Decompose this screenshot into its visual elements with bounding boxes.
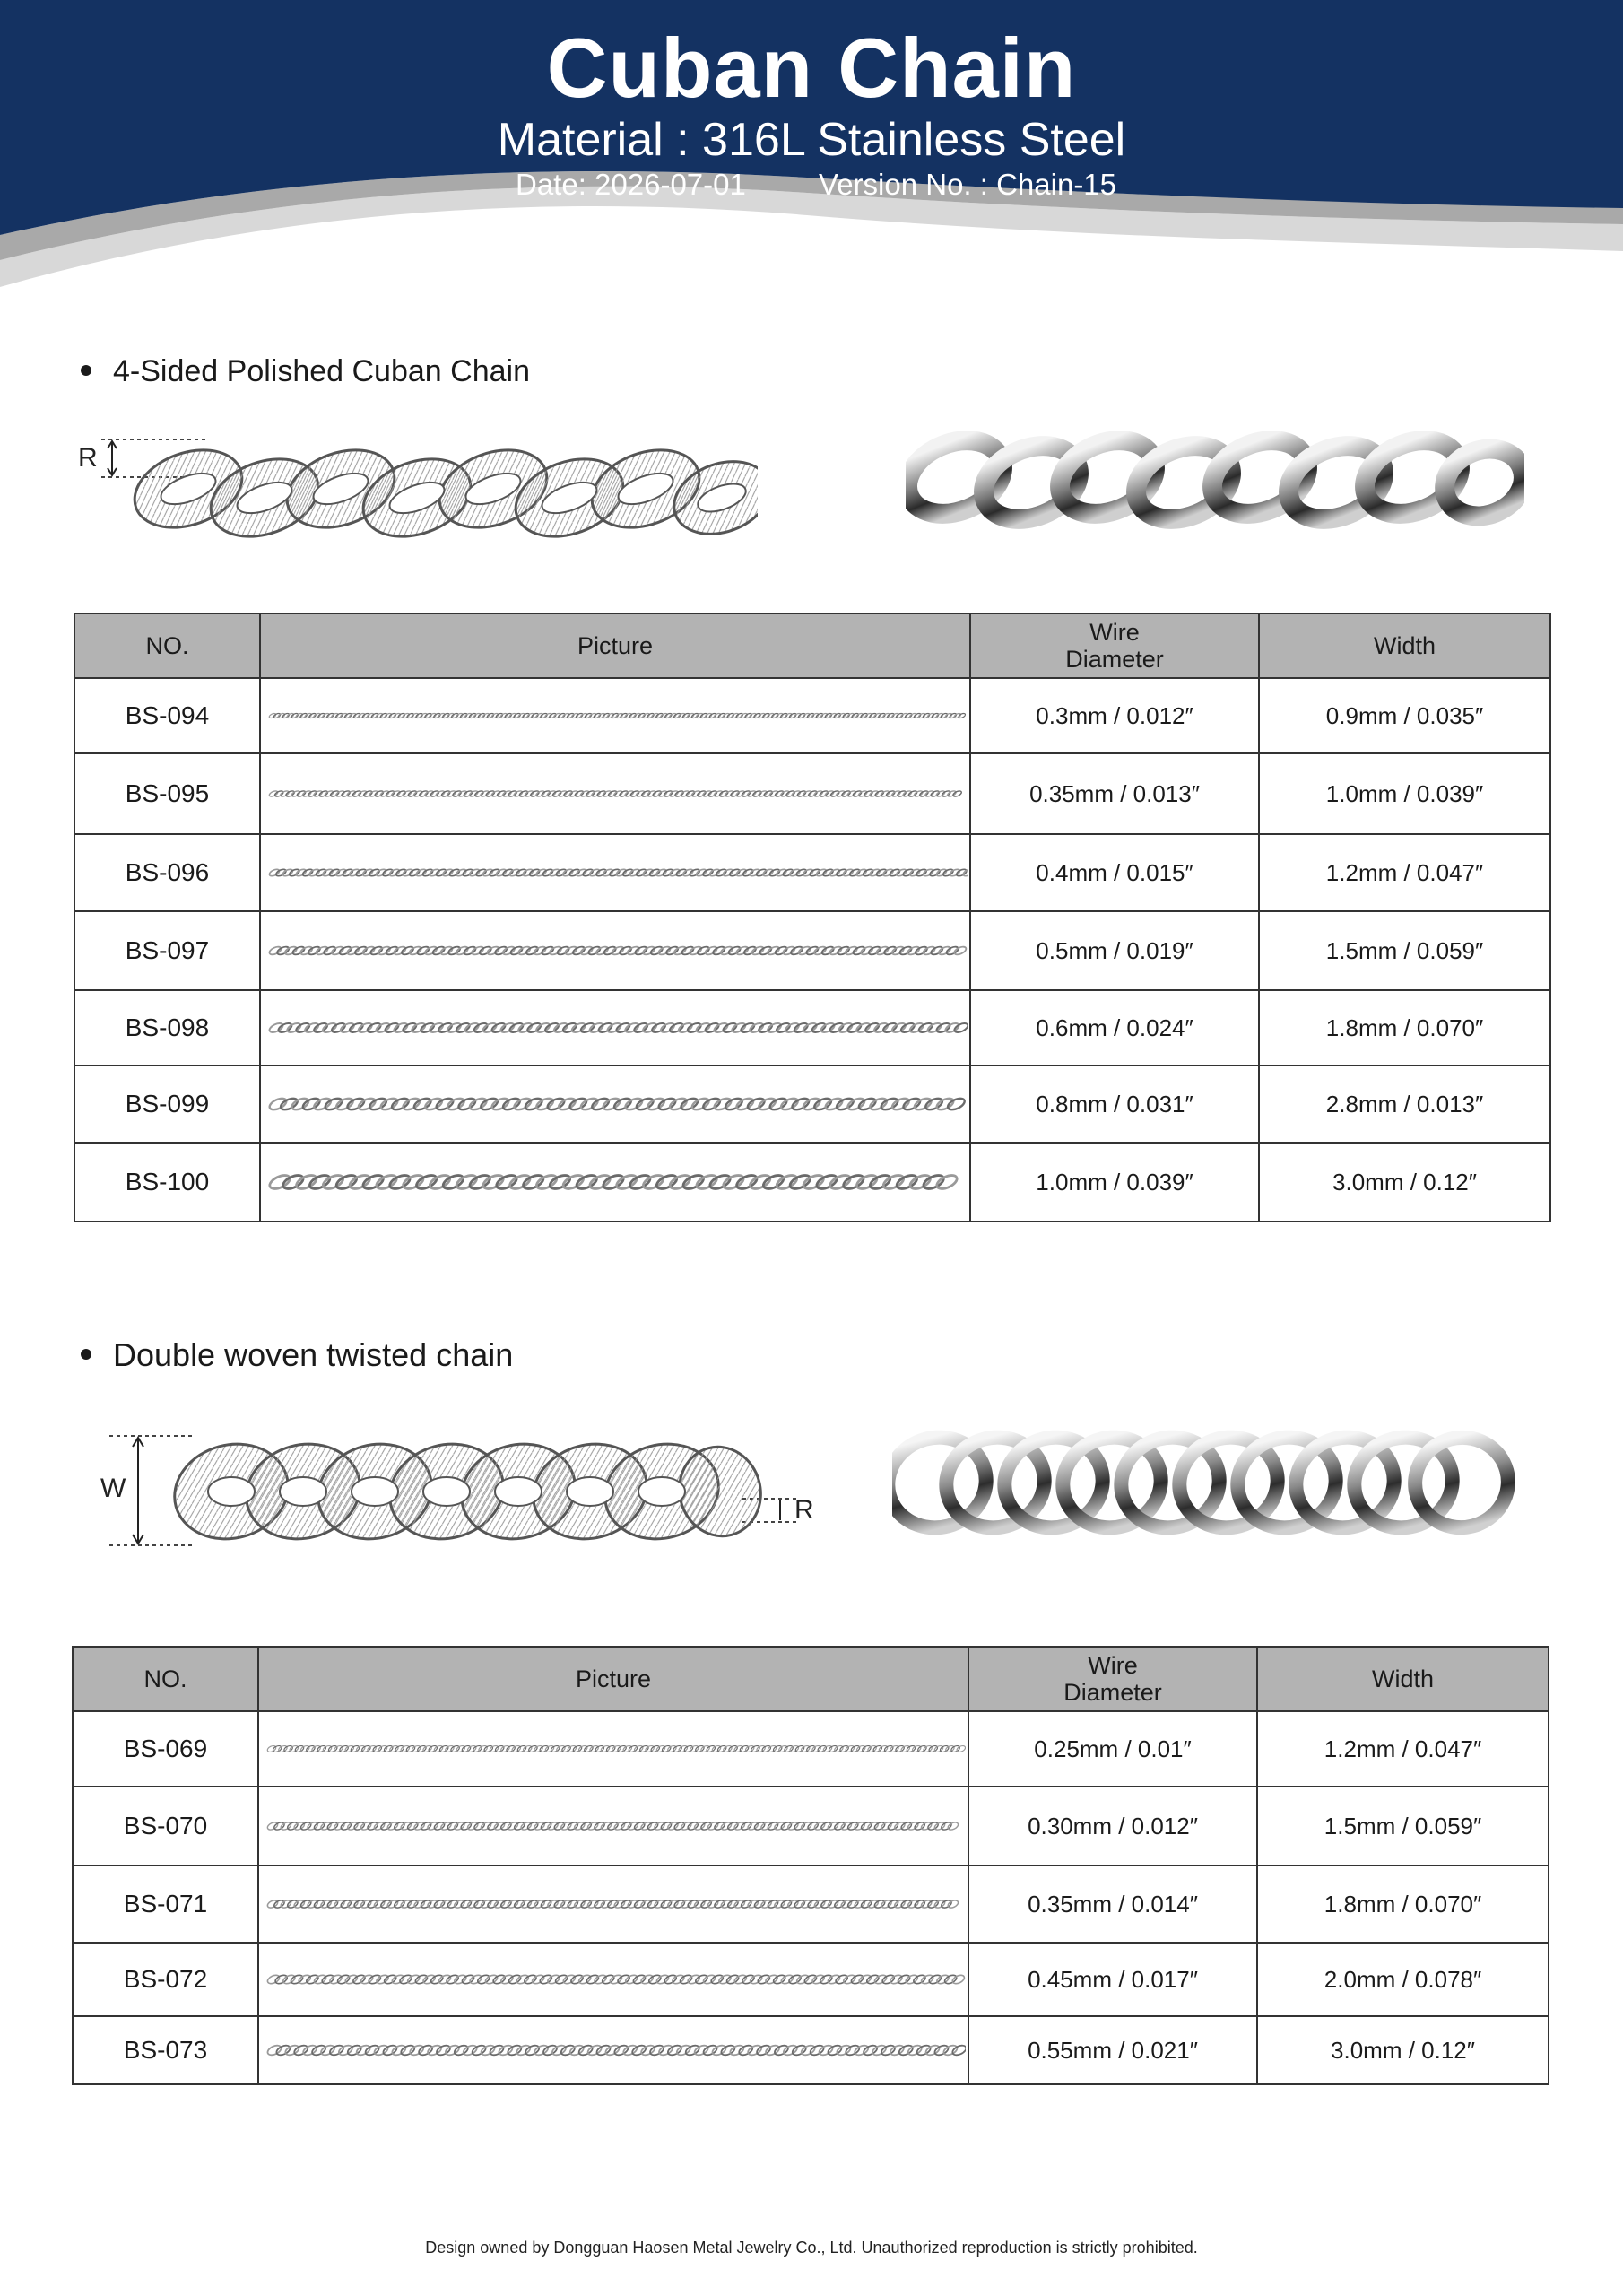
header-no: NO. <box>73 1647 258 1711</box>
table-row <box>73 1943 1549 2016</box>
table-row <box>73 1866 1549 1943</box>
bullet-icon <box>81 1349 91 1360</box>
double-woven-chain-table <box>72 1646 1549 2085</box>
cell-picture <box>260 678 970 753</box>
cell-picture <box>260 990 970 1065</box>
header-banner <box>0 0 1623 296</box>
chain-thumbnail <box>264 864 968 882</box>
cell-no: BS-071 <box>73 1866 258 1943</box>
section-title-text: 4-Sided Polished Cuban Chain <box>113 354 530 388</box>
cell-no: BS-073 <box>73 2016 258 2084</box>
header-wire-diameter: Wire Diameter <box>970 613 1259 678</box>
section-title-text: Double woven twisted chain <box>113 1336 514 1373</box>
cell-picture <box>258 2016 968 2084</box>
dimension-label-w: W <box>100 1474 126 1503</box>
table-row <box>74 1065 1550 1143</box>
table-row <box>74 834 1550 911</box>
header-picture: Picture <box>258 1647 968 1711</box>
cell-wire-diameter: 0.5mm / 0.019″ <box>970 911 1259 990</box>
table-row <box>74 753 1550 834</box>
chain-sketch-image <box>97 1422 814 1556</box>
cell-wire-diameter: 1.0mm / 0.039″ <box>970 1143 1259 1222</box>
cell-no: BS-072 <box>73 1943 258 2016</box>
cell-wire-diameter: 0.8mm / 0.031″ <box>970 1065 1259 1143</box>
cell-width: 1.5mm / 0.059″ <box>1257 1787 1549 1866</box>
cell-wire-diameter: 0.35mm / 0.013″ <box>970 753 1259 834</box>
chain-photo-image <box>906 413 1524 547</box>
cell-width: 2.0mm / 0.078″ <box>1257 1943 1549 2016</box>
double-woven-chain-sketch <box>97 1422 814 1561</box>
chain-thumbnail <box>264 1173 968 1191</box>
cell-width: 0.9mm / 0.035″ <box>1259 678 1550 753</box>
cell-no: BS-097 <box>74 911 260 990</box>
cell-picture <box>258 1866 968 1943</box>
cell-picture <box>260 834 970 911</box>
section-title-double-woven <box>81 1336 513 1374</box>
table-row <box>74 911 1550 990</box>
cell-width: 1.2mm / 0.047″ <box>1259 834 1550 911</box>
cell-no: BS-098 <box>74 990 260 1065</box>
cell-width: 3.0mm / 0.12″ <box>1259 1143 1550 1222</box>
cell-picture <box>260 911 970 990</box>
chain-thumbnail <box>264 942 968 960</box>
table-row <box>73 1787 1549 1866</box>
cell-wire-diameter: 0.3mm / 0.012″ <box>970 678 1259 753</box>
cell-wire-diameter: 0.6mm / 0.024″ <box>970 990 1259 1065</box>
table-row <box>74 990 1550 1065</box>
chain-sketch-image <box>76 422 758 574</box>
dimension-label-r: R <box>794 1495 814 1525</box>
table-header-row <box>73 1647 1549 1711</box>
cell-picture <box>260 753 970 834</box>
chain-thumbnail <box>262 1970 966 1988</box>
cell-width: 2.8mm / 0.013″ <box>1259 1065 1550 1143</box>
page-title: Cuban Chain <box>546 21 1077 115</box>
table-header-row <box>74 613 1550 678</box>
chain-thumbnail <box>262 1895 966 1913</box>
cell-width: 1.2mm / 0.047″ <box>1257 1711 1549 1787</box>
table-row <box>74 678 1550 753</box>
chain-photo-image <box>892 1422 1515 1543</box>
material-subtitle: Material : 316L Stainless Steel <box>497 114 1126 166</box>
chain-thumbnail <box>262 2041 966 2059</box>
header-no: NO. <box>74 613 260 678</box>
cell-width: 1.8mm / 0.070″ <box>1257 1866 1549 1943</box>
cuban-chain-sketch <box>76 422 758 578</box>
table-row <box>74 1143 1550 1222</box>
date-label: Date: 2026-07-01 <box>516 168 746 201</box>
header-picture: Picture <box>260 613 970 678</box>
cell-no: BS-095 <box>74 753 260 834</box>
cell-width: 3.0mm / 0.12″ <box>1257 2016 1549 2084</box>
cell-no: BS-070 <box>73 1787 258 1866</box>
header-wire-diameter: Wire Diameter <box>968 1647 1257 1711</box>
cell-wire-diameter: 0.4mm / 0.015″ <box>970 834 1259 911</box>
chain-thumbnail <box>264 785 968 803</box>
version-label: Version No. : Chain-15 <box>819 168 1117 201</box>
bullet-icon <box>81 365 91 376</box>
cell-width: 1.8mm / 0.070″ <box>1259 990 1550 1065</box>
cell-picture <box>258 1787 968 1866</box>
cell-width: 1.5mm / 0.059″ <box>1259 911 1550 990</box>
double-woven-chain-photo <box>892 1422 1515 1547</box>
chain-thumbnail <box>264 707 968 725</box>
cell-no: BS-094 <box>74 678 260 753</box>
footer-copyright: Design owned by Dongguan Haosen Metal Jewelry Co., Ltd. Unauthorized reproduction is strictly prohibited. <box>425 2239 1198 2257</box>
cell-picture <box>258 1943 968 2016</box>
cell-width: 1.0mm / 0.039″ <box>1259 753 1550 834</box>
header-width: Width <box>1259 613 1550 678</box>
cell-picture <box>260 1143 970 1222</box>
cell-wire-diameter: 0.25mm / 0.01″ <box>968 1711 1257 1787</box>
table-row <box>73 2016 1549 2084</box>
chain-thumbnail <box>264 1019 968 1037</box>
cell-no: BS-099 <box>74 1065 260 1143</box>
dimension-label-r: R <box>78 443 98 473</box>
cell-wire-diameter: 0.35mm / 0.014″ <box>968 1866 1257 1943</box>
cell-wire-diameter: 0.30mm / 0.012″ <box>968 1787 1257 1866</box>
section-title-cuban <box>81 354 530 389</box>
cell-no: BS-069 <box>73 1711 258 1787</box>
cell-no: BS-096 <box>74 834 260 911</box>
cuban-chain-table <box>74 613 1551 1222</box>
cell-picture <box>260 1065 970 1143</box>
cell-wire-diameter: 0.45mm / 0.017″ <box>968 1943 1257 2016</box>
chain-thumbnail <box>264 1095 968 1113</box>
cuban-chain-photo <box>906 413 1524 552</box>
cell-picture <box>258 1711 968 1787</box>
cell-no: BS-100 <box>74 1143 260 1222</box>
header-width: Width <box>1257 1647 1549 1711</box>
chain-thumbnail <box>262 1817 966 1835</box>
table-row <box>73 1711 1549 1787</box>
cell-wire-diameter: 0.55mm / 0.021″ <box>968 2016 1257 2084</box>
chain-thumbnail <box>262 1740 966 1758</box>
